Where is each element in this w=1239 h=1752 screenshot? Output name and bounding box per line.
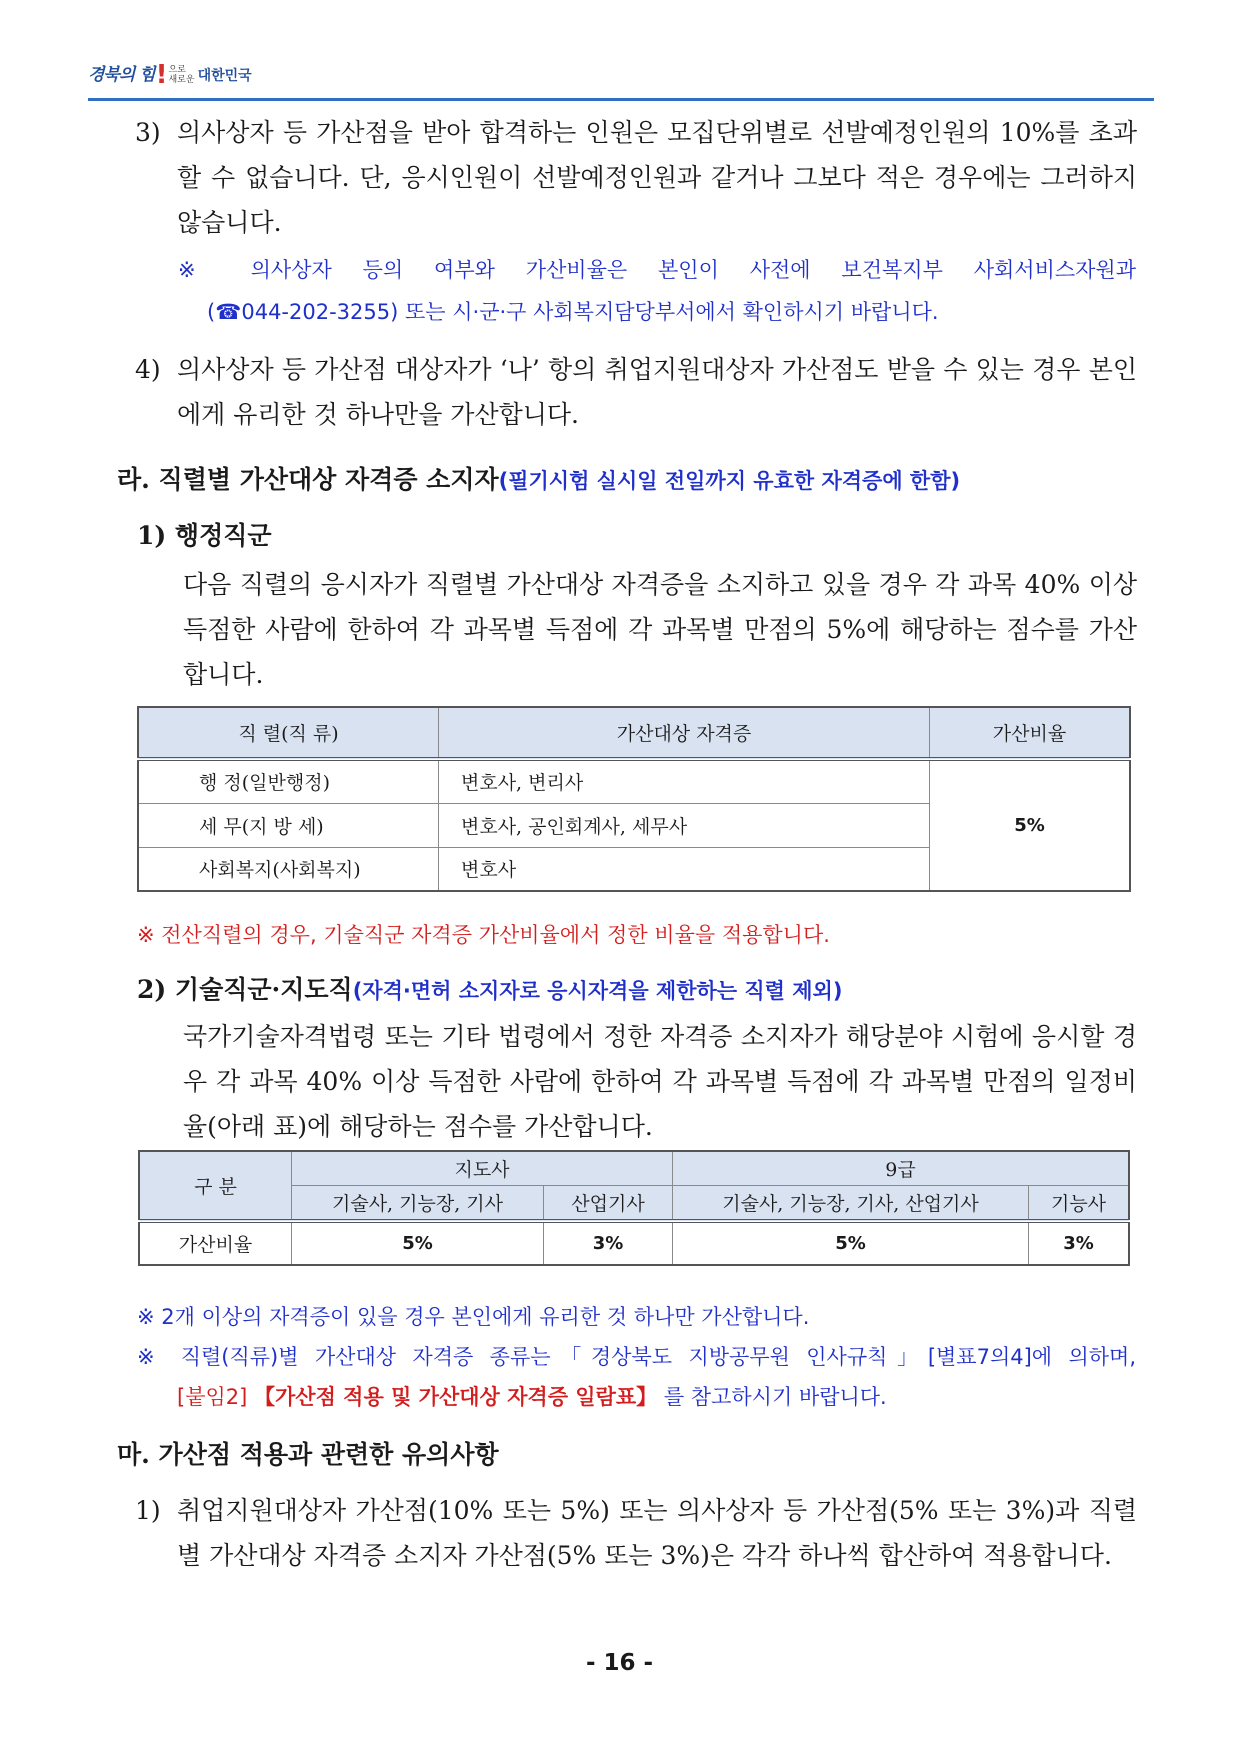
- tech-ratio-value: 5%: [673, 1221, 1029, 1265]
- item-3-text: 의사상자 등 가산점을 받아 합격하는 인원은 모집단위별로 선발예정인원의 10%를 초과할 수 없습니다. 단, 응시인원이 선발예정인원과 같거나 그보다 적은 경우에는 그러하지 않습니다.: [177, 118, 1137, 237]
- attachment-title: 【가산점 적용 및 가산대상 자격증 일람표】: [254, 1385, 658, 1409]
- admin-heading: 1) 행정직군: [137, 521, 272, 550]
- admin-note: ※ 전산직렬의 경우, 기술직군 자격증 가산비율에서 정한 비율을 적용합니다.: [137, 923, 830, 947]
- admin-text: 다음 직렬의 응시자가 직렬별 가산대상 자격증을 소지하고 있을 경우 각 과목 40% 이상 득점한 사람에 한하여 각 과목별 득점에 각 과목별 만점의 5%에 해당하는 점수를 가산합니다.: [183, 570, 1137, 689]
- section-ma-heading: 마. 가산점 적용과 관련한 유의사항: [117, 1440, 499, 1469]
- table-row: [139, 1221, 1129, 1265]
- section-ra-title: 라. 직렬별 가산대상 자격증 소지자: [117, 465, 499, 494]
- admin-row-series: 세 무(지 방 세): [138, 803, 439, 847]
- admin-row-series: 행 정(일반행정): [138, 759, 439, 803]
- tech-note-2-line1: ※ 직렬(직류)별 가산대상 자격증 종류는「경상북도 지방공무원 인사규칙」[별표7의4]에 의하며,: [137, 1345, 1136, 1369]
- logo-exclamation-icon: !: [155, 60, 168, 90]
- admin-header-series: 직 렬(직 류): [138, 707, 439, 759]
- tech-note-2-tail: 를 참고하시기 바랍니다.: [663, 1385, 887, 1409]
- tech-row-label: 가산비율: [139, 1221, 292, 1265]
- section-ra-qualifier: (필기시험 실시일 전일까지 유효한 자격증에 한함): [498, 469, 961, 493]
- section-ra-heading: [117, 460, 960, 501]
- admin-cert-table: [137, 706, 1131, 892]
- section-ma-item1-text: 취업지원대상자 가산점(10% 또는 5%) 또는 의사상자 등 가산점(5% 또는 3%)과 직렬별 가산대상 자격증 소지자 가산점(5% 또는 3%)은 각각 하나씩 합산하여 적용합니다.: [177, 1496, 1137, 1570]
- admin-ratio-value: 5%: [930, 759, 1131, 891]
- item-4-text: 의사상자 등 가산점 대상자가 ‘나’ 항의 취업지원대상자 가산점도 받을 수 있는 경우 본인에게 유리한 것 하나만을 가산합니다.: [177, 355, 1137, 429]
- item-3-number: 3): [135, 118, 161, 147]
- admin-row-series: 사회복지(사회복지): [138, 847, 439, 891]
- tech-sub-header: 기능사: [1029, 1185, 1130, 1221]
- logo-script-text: 경북의 힘: [88, 65, 155, 85]
- tech-note-1: ※ 2개 이상의 자격증이 있을 경우 본인에게 유리한 것 하나만 가산합니다.: [137, 1305, 810, 1329]
- admin-row-certs: 변호사, 공인회계사, 세무사: [439, 803, 930, 847]
- gyeongbuk-logo: [88, 60, 252, 90]
- tech-header-group2: 9급: [673, 1151, 1130, 1185]
- tech-note-2-line2: [177, 1377, 1136, 1417]
- section-ma-item1-number: 1): [135, 1496, 161, 1525]
- page-number: - 16 -: [585, 1650, 654, 1676]
- tech-ratio-value: 3%: [544, 1221, 673, 1265]
- tech-sub-header: 기술사, 기능장, 기사, 산업기사: [673, 1185, 1029, 1221]
- logo-main-text: 대한민국: [197, 68, 252, 84]
- table-row: [138, 759, 1130, 803]
- tech-header-corner: 구 분: [139, 1151, 292, 1221]
- admin-row-certs: 변호사, 변리사: [439, 759, 930, 803]
- tech-text: 국가기술자격법령 또는 기타 법령에서 정한 자격증 소지자가 해당분야 시험에 응시할 경우 각 과목 40% 이상 득점한 사람에 한하여 각 과목별 득점에 각 과목별 만점의 일정비율(아래 표)에 해당하는 점수를 가산합니다.: [183, 1022, 1137, 1141]
- tech-ratio-value: 3%: [1029, 1221, 1130, 1265]
- tech-heading-title: 2) 기술직군·지도직: [137, 975, 353, 1004]
- page-header: [88, 60, 1154, 100]
- admin-table-header-row: [138, 707, 1130, 759]
- tech-heading: [137, 970, 842, 1011]
- admin-header-certs: 가산대상 자격증: [439, 707, 930, 759]
- item-3-note-line2: (☎044-202-3255) 또는 시·군·구 사회복지담당부서에서 확인하시기 바랍니다.: [207, 300, 939, 324]
- tech-cert-table: [138, 1150, 1130, 1266]
- attachment-reference: [붙임2]: [177, 1385, 248, 1409]
- tech-ratio-value: 5%: [292, 1221, 544, 1265]
- tech-qualifier: (자격·면허 소지자로 응시자격을 제한하는 직렬 제외): [352, 979, 843, 1003]
- tech-header-group1: 지도사: [292, 1151, 673, 1185]
- tech-table-header-row: [139, 1151, 1129, 1185]
- admin-header-ratio: 가산비율: [930, 707, 1131, 759]
- admin-row-certs: 변호사: [439, 847, 930, 891]
- item-3-note-line1: ※ 의사상자 등의 여부와 가산비율은 본인이 사전에 보건복지부 사회서비스자원과: [178, 258, 1136, 282]
- header-divider: [88, 98, 1154, 101]
- tech-sub-header: 기술사, 기능장, 기사: [292, 1185, 544, 1221]
- logo-small-text: 으로 새로운: [168, 65, 195, 85]
- item-4-number: 4): [135, 355, 161, 384]
- tech-sub-header: 산업기사: [544, 1185, 673, 1221]
